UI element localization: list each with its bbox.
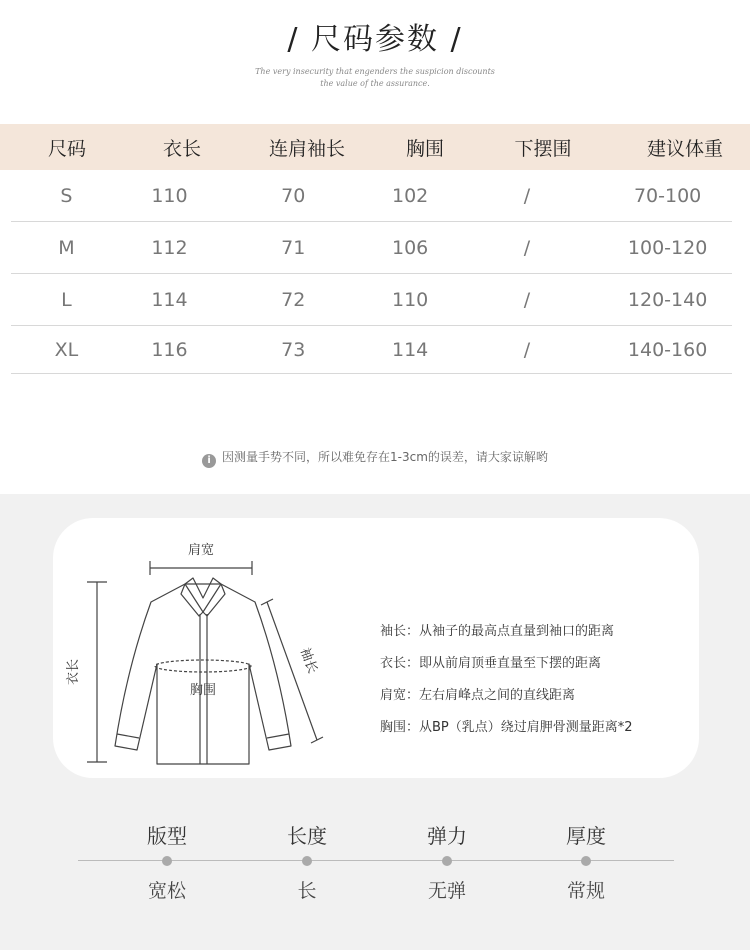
header-hem: 下摆围: [514, 137, 572, 160]
table-row: [11, 222, 732, 274]
subtitle-line-1: The very insecurity that engenders the suspicion discounts: [255, 67, 495, 76]
cell-sleeve: 73: [281, 338, 306, 361]
size-table: [0, 124, 750, 374]
cell-length: 114: [151, 288, 188, 311]
cell-weight: 140-160: [627, 338, 708, 361]
cell-length: 110: [151, 184, 188, 207]
cell-sleeve: 72: [281, 288, 306, 311]
cell-sleeve: 71: [281, 236, 306, 259]
cell-weight: 100-120: [627, 236, 708, 259]
attribute-label: 版型: [147, 824, 187, 848]
attribute-value: 无弹: [427, 880, 466, 902]
cell-size: M: [58, 236, 75, 259]
attribute-label: 长度: [287, 824, 327, 848]
attribute-value: 常规: [566, 880, 605, 902]
note-text: 因测量手势不同，所以难免存在1-3cm的误差，请大家谅解哟: [222, 450, 548, 464]
measurement-section: [0, 494, 750, 950]
cell-chest: 110: [391, 288, 429, 311]
label-chest: 胸围: [189, 683, 217, 698]
table-row: [11, 170, 732, 222]
table-header-row: [0, 124, 750, 170]
cell-hem: /: [523, 184, 531, 207]
cell-hem: /: [523, 338, 531, 361]
measurement-note: [0, 448, 750, 468]
cell-hem: /: [523, 236, 531, 259]
cell-size: L: [61, 288, 72, 311]
table-row: [11, 274, 732, 326]
cell-weight: 70-100: [633, 184, 702, 207]
header-chest: 胸围: [405, 137, 444, 160]
definition-list: [380, 622, 633, 750]
attribute-thickness: [536, 822, 636, 904]
attribute-value: 长: [297, 880, 317, 902]
attribute-fit: [117, 822, 217, 904]
info-icon: i: [202, 454, 216, 468]
header-length: 衣长: [162, 137, 201, 160]
label-length: 衣长: [66, 658, 81, 686]
attributes-section: [0, 822, 750, 922]
attribute-label: 弹力: [427, 824, 467, 848]
cell-size: XL: [54, 338, 79, 361]
attribute-elasticity: [397, 822, 497, 904]
attribute-label: 厚度: [566, 824, 606, 848]
cell-length: 116: [151, 338, 188, 361]
attribute-dot: [162, 856, 172, 866]
cell-size: S: [60, 184, 73, 207]
page-subtitle: [0, 66, 750, 90]
label-shoulder: 肩宽: [187, 543, 215, 558]
diagram-card: [53, 518, 699, 778]
attribute-value: 宽松: [147, 880, 186, 902]
page-title: / 尺码参数 /: [287, 22, 463, 57]
table-row: [11, 326, 732, 374]
definition-chest: 胸围：从BP（乳点）绕过肩胛骨测量距离*2: [380, 720, 633, 735]
cell-hem: /: [523, 288, 531, 311]
definition-sleeve: 袖长：从袖子的最高点直量到袖口的距离: [380, 624, 615, 639]
cell-sleeve: 70: [281, 184, 306, 207]
subtitle-line-2: the value of the assurance.: [320, 79, 430, 88]
attribute-length: [257, 822, 357, 904]
cell-chest: 114: [391, 338, 429, 361]
definition-length: 衣长：即从前肩顶垂直量至下摆的距离: [380, 656, 602, 671]
attribute-dot: [302, 856, 312, 866]
cell-chest: 102: [391, 184, 429, 207]
attribute-dot: [581, 856, 591, 866]
cell-chest: 106: [391, 236, 429, 259]
cell-length: 112: [151, 236, 188, 259]
attribute-dot: [442, 856, 452, 866]
header-size: 尺码: [47, 137, 86, 160]
definition-shoulder: 肩宽：左右肩峰点之间的直线距离: [380, 688, 576, 703]
label-sleeve: 袖长: [296, 646, 320, 676]
header-sleeve: 连肩袖长: [268, 137, 345, 160]
header-weight: 建议体重: [646, 137, 723, 160]
cell-weight: 120-140: [627, 288, 708, 311]
